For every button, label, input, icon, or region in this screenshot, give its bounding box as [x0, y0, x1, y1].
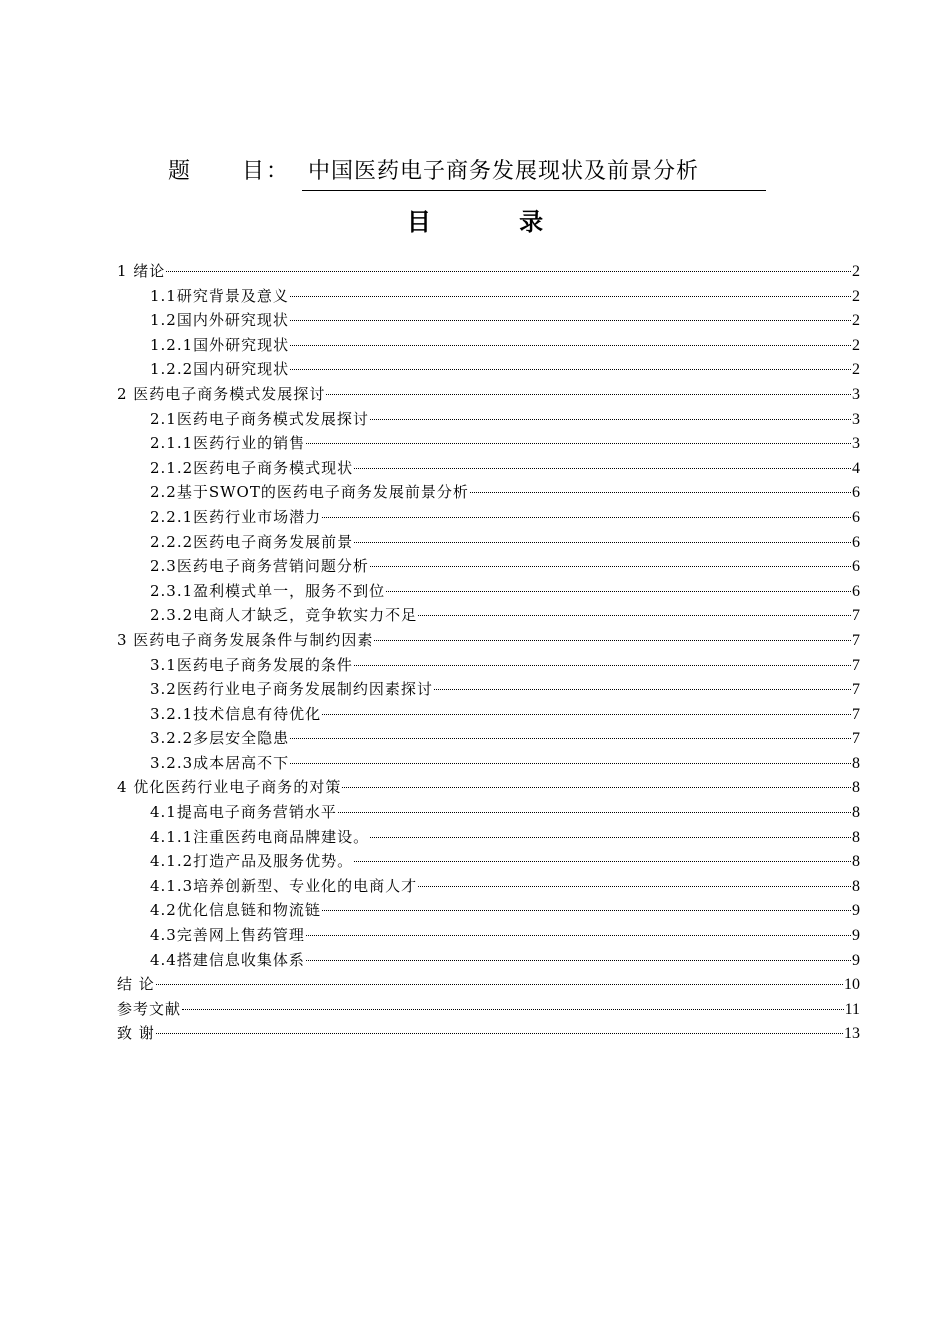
toc-entry-label: 3.2.2多层安全隐患 — [150, 729, 290, 748]
toc-dot-leader — [322, 910, 851, 911]
toc-entry[interactable] — [117, 898, 860, 923]
toc-entry-label: 2.3医药电子商务营销问题分析 — [150, 557, 369, 576]
toc-entry[interactable] — [117, 579, 860, 604]
toc-dot-leader — [370, 419, 851, 420]
toc-dot-leader — [470, 492, 851, 493]
toc-entry-label: 2.2.2医药电子商务发展前景 — [150, 532, 354, 551]
toc-dot-leader — [322, 517, 851, 518]
toc-entry-label: 参考文献 — [117, 999, 182, 1018]
toc-entry-label: 1.1研究背景及意义 — [150, 286, 289, 305]
toc-entry-label: 结 论 — [117, 975, 155, 994]
toc-page-number: 8 — [852, 828, 860, 846]
toc-page-number: 6 — [852, 582, 860, 600]
toc-dot-leader — [290, 369, 851, 370]
toc-entry[interactable] — [117, 603, 860, 628]
toc-entry[interactable] — [117, 1021, 860, 1046]
toc-entry[interactable] — [117, 849, 860, 874]
toc-entry[interactable] — [117, 775, 860, 800]
toc-page-number: 8 — [852, 754, 860, 772]
toc-entry-label: 3 医药电子商务发展条件与制约因素 — [117, 630, 374, 649]
toc-entry-label: 2.1.2医药电子商务模式现状 — [150, 458, 354, 477]
document-title: 中国医药电子商务发展现状及前景分析 — [302, 155, 766, 191]
toc-page-number: 8 — [852, 779, 860, 797]
toc-entry[interactable] — [117, 628, 860, 653]
toc-page-number: 8 — [852, 853, 860, 871]
toc-entry-label: 1 绪论 — [117, 262, 166, 280]
toc-entry[interactable] — [117, 530, 860, 555]
toc-page-number: 7 — [852, 730, 860, 748]
toc-dot-leader — [306, 935, 851, 936]
toc-dot-leader — [354, 468, 851, 469]
toc-page-number: 8 — [852, 804, 860, 822]
toc-entry[interactable] — [117, 923, 860, 948]
toc-page-number: 2 — [852, 312, 860, 330]
toc-dot-leader — [418, 615, 851, 616]
toc-dot-leader — [338, 812, 851, 813]
toc-page-number: 7 — [852, 656, 860, 674]
toc-entry-label: 1.2国内外研究现状 — [150, 311, 289, 330]
toc-entry[interactable] — [117, 825, 860, 850]
toc-dot-leader — [182, 1009, 844, 1010]
toc-page-number: 6 — [852, 508, 860, 526]
toc-dot-leader — [374, 640, 851, 641]
toc-entry-label: 致 谢 — [117, 1024, 155, 1043]
toc-entry[interactable] — [117, 259, 860, 284]
toc-entry-label: 3.1医药电子商务发展的条件 — [150, 655, 353, 674]
toc-entry-label: 1.2.1国外研究现状 — [150, 335, 290, 354]
toc-entry-label: 2 医药电子商务模式发展探讨 — [117, 384, 326, 403]
toc-dot-leader — [434, 689, 851, 690]
toc-entry-label: 2.1.1医药行业的销售 — [150, 434, 306, 453]
toc-entry-label: 4.1.3培养创新型、专业化的电商人才 — [150, 876, 418, 895]
toc-page-number: 9 — [852, 927, 860, 945]
toc-entry[interactable] — [117, 972, 860, 997]
toc-entry[interactable] — [117, 333, 860, 358]
toc-dot-leader — [290, 763, 851, 764]
toc-entry-label: 2.3.1盈利模式单一，服务不到位 — [150, 581, 386, 600]
toc-dot-leader — [370, 566, 851, 567]
toc-page-number: 7 — [852, 681, 860, 699]
toc-entry-label: 2.2.1医药行业市场潜力 — [150, 507, 322, 526]
toc-dot-leader — [386, 591, 851, 592]
toc-dot-leader — [342, 787, 851, 788]
toc-dot-leader — [290, 320, 851, 321]
toc-dot-leader — [156, 984, 843, 985]
toc-entry-label: 1.2.2国内研究现状 — [150, 360, 290, 379]
toc-entry[interactable] — [117, 308, 860, 333]
toc-entry-label: 4.1.1注重医药电商品牌建设。 — [150, 827, 370, 846]
title-label — [168, 155, 290, 189]
toc-dot-leader — [290, 296, 851, 297]
toc-entry-label: 4.3完善网上售药管理 — [150, 926, 305, 945]
toc-entry[interactable] — [117, 800, 860, 825]
toc-dot-leader — [306, 960, 851, 961]
toc-entry-label: 3.2医药行业电子商务发展制约因素探讨 — [150, 680, 433, 699]
toc-dot-leader — [354, 542, 851, 543]
toc-page-number: 9 — [852, 951, 860, 969]
toc-entry[interactable] — [117, 997, 860, 1022]
toc-entry[interactable] — [117, 505, 860, 530]
toc-dot-leader — [326, 394, 851, 395]
toc-page-number: 6 — [852, 558, 860, 576]
table-of-contents — [117, 259, 860, 1046]
toc-dot-leader — [306, 443, 851, 444]
toc-page-number: 7 — [852, 631, 860, 649]
toc-entry-label: 2.1医药电子商务模式发展探讨 — [150, 409, 369, 428]
toc-entry[interactable] — [117, 284, 860, 309]
toc-page-number: 6 — [852, 533, 860, 551]
toc-heading: 目 录 — [406, 207, 584, 236]
toc-page-number: 7 — [852, 607, 860, 625]
toc-dot-leader — [156, 1033, 843, 1034]
toc-page-number: 6 — [852, 484, 860, 502]
toc-entry-label: 2.2基于SWOT的医药电子商务发展前景分析 — [150, 483, 469, 502]
toc-dot-leader — [290, 345, 851, 346]
document-title-row — [168, 155, 768, 191]
toc-page-number: 8 — [852, 877, 860, 895]
toc-dot-leader — [354, 861, 851, 862]
toc-entry[interactable] — [117, 726, 860, 751]
title-label-char-1: 题 — [168, 159, 193, 184]
toc-dot-leader — [290, 738, 851, 739]
toc-page-number: 2 — [852, 263, 860, 280]
toc-dot-leader — [418, 886, 851, 887]
toc-entry[interactable] — [117, 357, 860, 382]
toc-entry-label: 3.2.3成本居高不下 — [150, 753, 290, 772]
toc-entry[interactable] — [117, 480, 860, 505]
title-label-char-2: 目： — [242, 159, 291, 184]
toc-page-number: 3 — [852, 385, 860, 403]
toc-page-number: 2 — [852, 287, 860, 305]
toc-dot-leader — [166, 271, 851, 272]
toc-dot-leader — [370, 837, 851, 838]
toc-entry-label: 4.4搭建信息收集体系 — [150, 950, 305, 969]
toc-page-number: 3 — [852, 435, 860, 453]
toc-page-number: 9 — [852, 902, 860, 920]
toc-page-number: 3 — [852, 410, 860, 428]
toc-page-number: 4 — [852, 459, 860, 477]
toc-entry[interactable] — [117, 456, 860, 481]
toc-dot-leader — [354, 665, 851, 666]
toc-entry-label: 4.1.2打造产品及服务优势。 — [150, 852, 354, 871]
toc-entry[interactable] — [117, 874, 860, 899]
toc-entry-label: 4.2优化信息链和物流链 — [150, 901, 321, 920]
toc-entry[interactable] — [117, 431, 860, 456]
toc-entry[interactable] — [117, 948, 860, 973]
toc-entry[interactable] — [117, 407, 860, 432]
toc-page-number: 11 — [844, 1000, 860, 1018]
toc-entry[interactable] — [117, 677, 860, 702]
toc-page-number: 10 — [844, 976, 860, 994]
toc-entry[interactable] — [117, 702, 860, 727]
toc-entry[interactable] — [117, 382, 860, 407]
toc-dot-leader — [322, 714, 851, 715]
toc-entry[interactable] — [117, 653, 860, 678]
toc-page-number: 7 — [852, 705, 860, 723]
toc-entry-label: 4 优化医药行业电子商务的对策 — [117, 778, 342, 797]
toc-entry[interactable] — [117, 554, 860, 579]
toc-page-number: 13 — [844, 1025, 860, 1043]
toc-entry-label: 4.1提高电子商务营销水平 — [150, 803, 337, 822]
toc-page-number: 2 — [852, 336, 860, 354]
toc-entry[interactable] — [117, 751, 860, 776]
toc-entry-label: 2.3.2电商人才缺乏，竞争软实力不足 — [150, 606, 418, 625]
toc-entry-label: 3.2.1技术信息有待优化 — [150, 704, 322, 723]
toc-page-number: 2 — [852, 361, 860, 379]
